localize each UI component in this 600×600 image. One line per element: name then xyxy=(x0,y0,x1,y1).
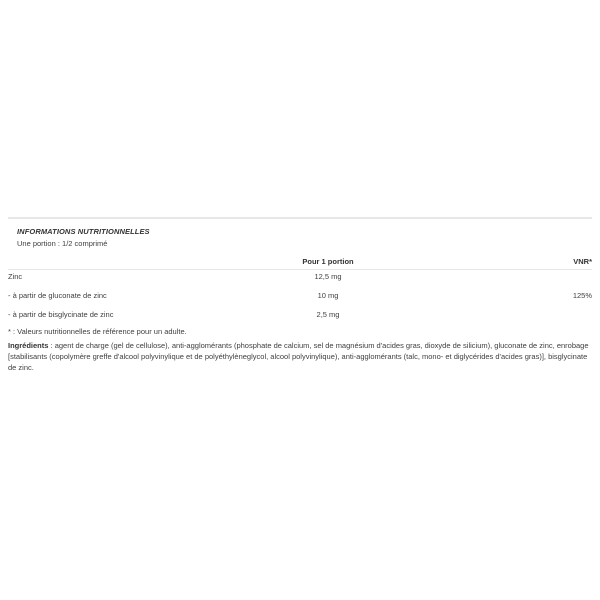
nutrient-amount: 2,5 mg xyxy=(316,310,340,319)
header-vnr-column: VNR* xyxy=(573,257,592,266)
header-portion-column: Pour 1 portion xyxy=(302,257,354,266)
nutrient-amount: 10 mg xyxy=(317,291,339,300)
nutrient-vnr xyxy=(428,310,592,319)
nutrient-amount: 12,5 mg xyxy=(314,272,342,281)
nutrition-section-header xyxy=(8,219,592,248)
vnr-footnote: * : Valeurs nutritionnelles de référence pour un adulte. xyxy=(8,327,187,336)
table-row xyxy=(8,270,592,289)
ingredients-text: : agent de charge (gel de cellulose), anti-agglomérants (phosphate de calcium, sel de magnésium d'acides gras, dioxyde de silicium), gluconate de zinc, enrobage [stabilisants (copolymère greffe d'alcool polyvinylique et de polyéthylèneglycol, alcool polyvinylique), anti-agglomérants (talc, mono- et diglycérides d'acides gras)], bisglycinate de zinc. xyxy=(8,341,589,372)
nutrition-section xyxy=(8,217,592,373)
header-nutrient-column xyxy=(8,257,228,266)
nutrition-title: INFORMATIONS NUTRITIONNELLES xyxy=(17,227,150,236)
ingredients-label: Ingrédients xyxy=(8,341,49,350)
table-header-row xyxy=(8,257,592,270)
nutrient-vnr xyxy=(428,272,592,281)
nutrient-vnr: 125% xyxy=(572,291,592,300)
nutrient-label: - à partir de gluconate de zinc xyxy=(8,291,107,300)
nutrient-label: - à partir de bisglycinate de zinc xyxy=(8,310,114,319)
nutrient-label: Zinc xyxy=(8,272,23,281)
nutrition-table xyxy=(8,257,592,327)
table-row xyxy=(8,308,592,327)
serving-size: Une portion : 1/2 comprimé xyxy=(17,239,108,248)
ingredients-paragraph xyxy=(8,340,592,373)
table-row xyxy=(8,289,592,308)
